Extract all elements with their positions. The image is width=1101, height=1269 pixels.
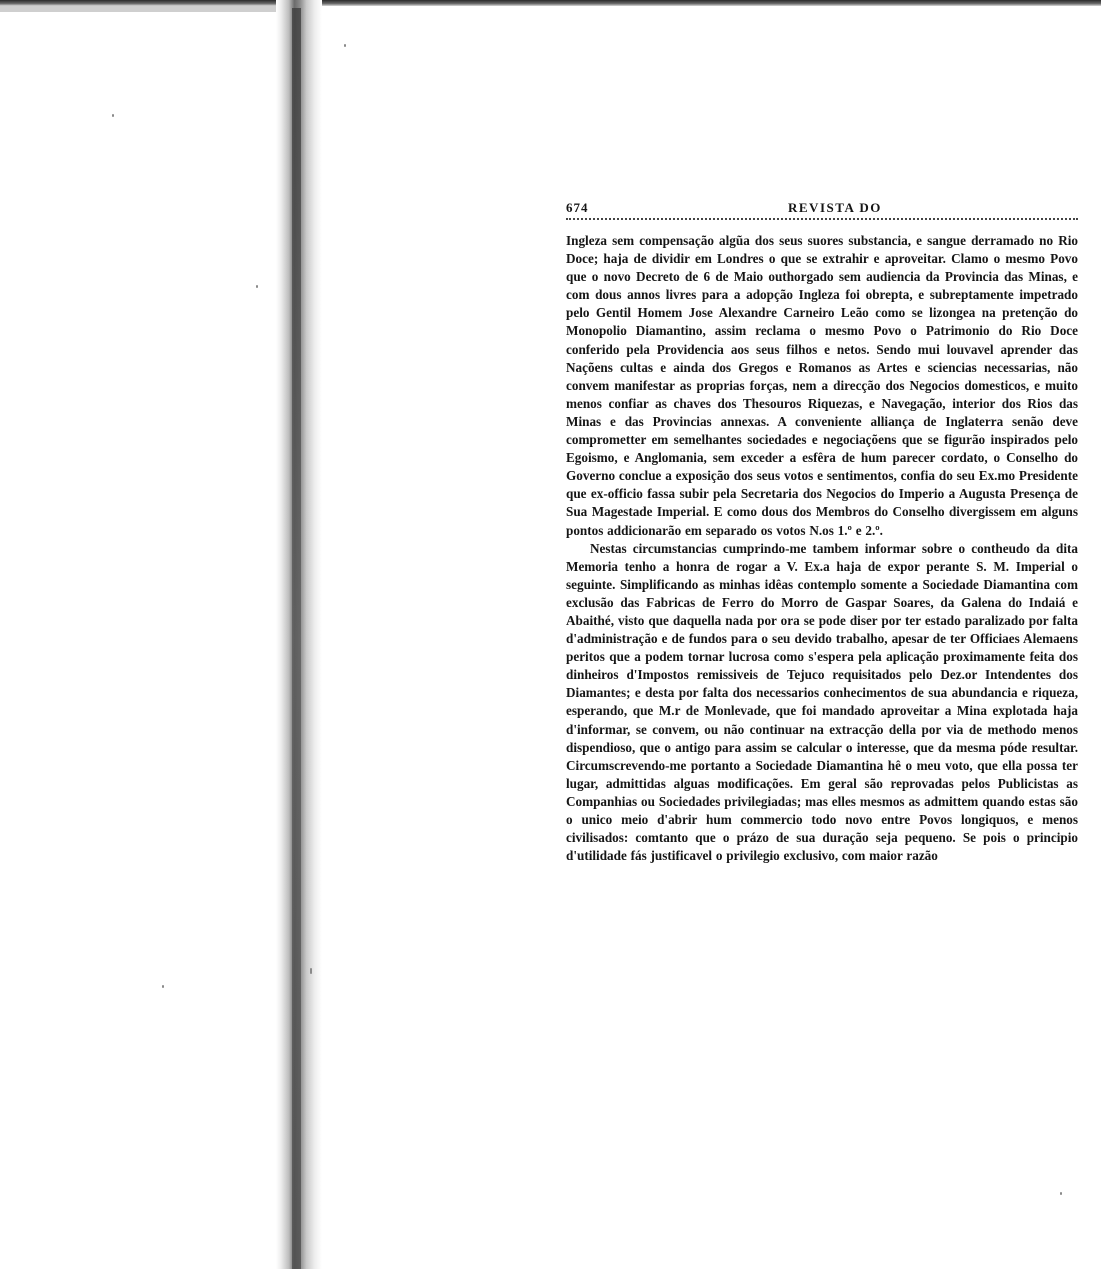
page-header [566,196,1078,218]
book-spine-edge [292,8,301,1269]
header-rule [566,218,1078,220]
scan-speck [256,285,258,288]
page-number: 674 [566,200,589,215]
scan-top-edge-light [0,6,300,12]
scan-speck [112,114,114,117]
book-page [566,196,1078,865]
scan-speck [344,44,346,47]
scan-speck [1060,1192,1062,1195]
scan-speck [310,968,312,974]
running-head: REVISTA DO [788,200,882,215]
paragraph: Nestas circumstancias cumprindo-me tambem informar sobre o contheudo da dita Memoria tenho a honra de rogar a V. Ex.a haja de expor perante S. M. Imperial o seguinte. Simplificando as minhas idêas contemplo somente a Sociedade Diamantina com exclusão das Fabricas de Ferro do Morro de Gaspar Soares, da Galena do Indaiá e Abaithé, visto que daquella nada por ora se pode diser por ter estado paralizado por falta d'administração e de fundos para o seu devido trabalho, apesar de ter Officiaes Alemaens peritos que a podem tornar lucrosa como s'espera pela aplicação proximamente feita dos dinheiros d'Impostos remissiveis de Tejuco requisitados pelo Dez.or Intendentes dos Diamantes; e desta por falta dos necessarios conhecimentos de sua abundancia e riqueza, esperando, que M.r de Monlevade, que foi mandado aproveitar a Mina explotada haja d'informar, se convem, ou não continuar na extracção della por via de methodo menos dispendioso, que o antigo para assim se calcular o interesse, que da mesma póde resultar. Circumscrevendo-me portanto a Sociedade Diamantina hê o meu voto, que ella possa ter lugar, admittidas alguas modificações. Em geral são reprovadas pelos Publicistas as Companhias ou Sociedades privilegiadas; mas elles mesmos as admittem quando estas são o unico meio d'abrir hum commercio todo novo entre Povos longiquos, e menos civilisados: comtanto que o prázo de sua duração seja pequeno. Se pois o principio d'utilidade fás justificavel o privilegio exclusivo, com maior razão [566,540,1078,864]
scan-speck [162,985,164,988]
body-text [566,232,1078,865]
paragraph: Ingleza sem compensação algũa dos seus suores substancia, e sangue derramado no Rio Doce; haja de dividir em Londres o que se extrahir e aproveitar. Clamo o mesmo Povo que o novo Decreto de 6 de Maio outhorgado sem audiencia da Provincia das Minas, e com dous annos livres para a adopção Ingleza foi obrepta, e subreptamente impetrado pelo Gentil Homem Jose Alexandre Carneiro Leão como se lizongea na pretenção do Monopolio Diamantino, assim reclama o mesmo Povo o Patrimonio do Rio Doce conferido pela Providencia aos seus filhos e netos. Sendo mui louvavel aprender das Naçõens cultas e ainda dos Gregos e Romanos as Artes e sciencias necessarias, não convem manifestar as proprias forças, nem a direcção dos Negocios domesticos, e muito menos confiar as chaves dos Thesouros Riquezas, e Navegação, interior dos Rios das Minas e das Provincias annexas. A conveniente alliança de Inglaterra senão deve comprometter em semelhantes sociedades e negociaçõens que se figurão inspirados pelo Egoismo, e Anglomania, sem exceder a esfêra de hum parecer cordato, o Conselho do Governo conclue a exposição dos seus votos e sentimentos, confia do seu Ex.mo Presidente que ex-officio fassa subir pela Secretaria dos Negocios do Imperio a Augusta Presença de Sua Magestade Imperial. E como dous dos Membros do Conselho divergissem em alguns pontos addicionarão em separado os votos N.os 1.º e 2.º. [566,233,1078,538]
